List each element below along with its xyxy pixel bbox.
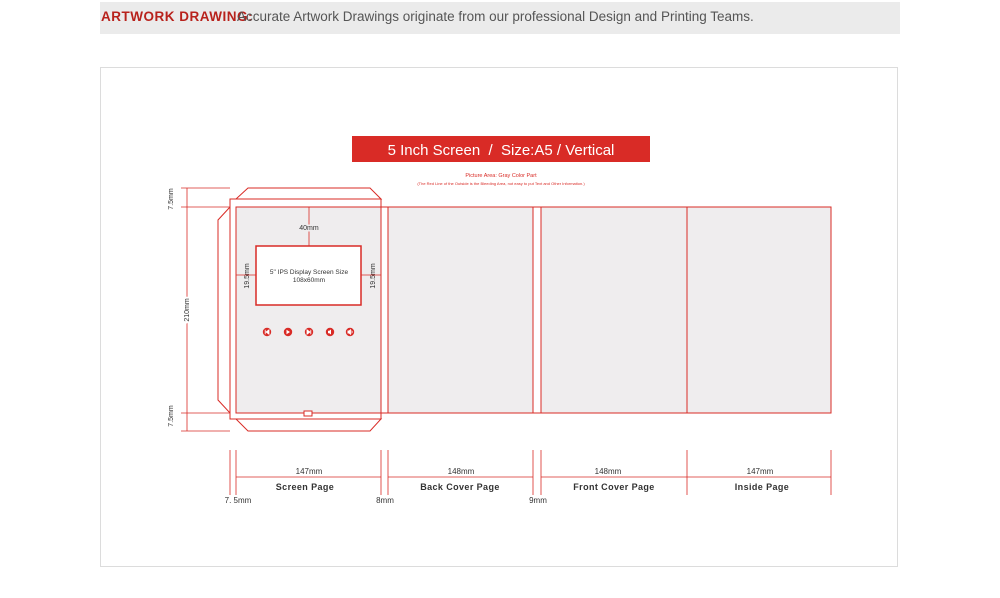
page-name-2: Front Cover Page — [573, 482, 655, 492]
bottom-flap — [236, 419, 381, 431]
dim-9mm-label: 9mm — [529, 496, 547, 505]
page-width-3: 147mm — [746, 467, 774, 476]
header-text: Accurate Artwork Drawings originate from our professional Design and Printing Teams. — [237, 9, 754, 24]
front-cover-page — [541, 207, 687, 413]
screen-label-line2: 108x60mm — [292, 277, 326, 284]
gap-8mm — [381, 207, 388, 413]
header-label: ARTWORK DRAWING: — [101, 9, 253, 24]
left-flap — [218, 207, 230, 413]
screen-page-inner — [236, 207, 381, 413]
dim-left-19-5-label: 19.5mm — [244, 263, 251, 289]
dim-7-5-bottom-label: 7. 5mm — [224, 496, 252, 505]
page-width-2: 148mm — [594, 467, 622, 476]
picture-area-note: Picture Area: Gray Color Part — [465, 173, 537, 179]
gap-9mm — [533, 207, 541, 413]
back-cover-page — [388, 207, 533, 413]
dim-8mm-label: 8mm — [376, 496, 394, 505]
page-name-3: Inside Page — [734, 482, 790, 492]
top-flap — [236, 188, 381, 199]
dim-top-7-5-label: 7.5mm — [168, 188, 175, 210]
inside-page — [687, 207, 831, 413]
screen-label-line1: 5" IPS Display Screen Size — [269, 269, 349, 276]
dim-height-210-label: 210mm — [184, 298, 191, 322]
dim-right-19-5-label: 19.5mm — [370, 263, 377, 289]
title-text: 5 Inch Screen / Size:A5 / Vertical — [387, 142, 615, 159]
dim-40-label: 40mm — [299, 225, 319, 232]
dim-bottom-7-5-label: 7.5mm — [168, 405, 175, 427]
page-width-1: 148mm — [447, 467, 475, 476]
page-width-0: 147mm — [295, 467, 323, 476]
page-name-1: Back Cover Page — [420, 482, 500, 492]
page-name-0: Screen Page — [275, 482, 335, 492]
bleed-note: (The Red Line of the Outside is the Bleeding Area, not easy to put Text and Other Information.) — [417, 181, 585, 186]
bottom-notch — [304, 411, 312, 416]
